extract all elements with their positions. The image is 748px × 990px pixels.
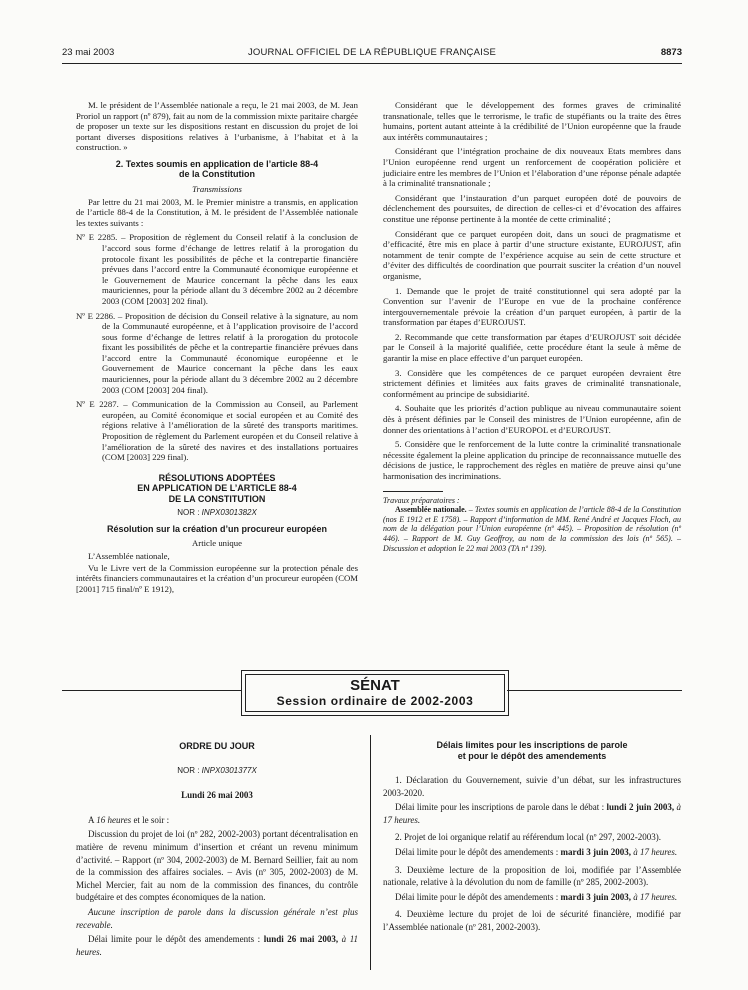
resolution-point: 5. Considère que le renforcement de la lutte contre la criminalité transnationale nécessite également la pleine application du principe de reconnaissance mutuelle des décisions de justice, le rapprochement des règles en matière de preuve ainsi qu’une harmonisation des incriminations.: [383, 439, 681, 481]
resolution-point: 3. Considère que les compétences de ce parquet européen devraient être strictement définies et limitées aux faits graves de criminalité transnationale, conformément au principe de subsidiarité.: [383, 367, 681, 399]
header-date: 23 mai 2003: [62, 47, 115, 58]
agenda-date: Lundi 26 mai 2003: [181, 790, 253, 801]
discussion-paragraph: Discussion du projet de loi (nº 282, 2002-2003) portant décentralisation en matière de revenu minimum d’insertion et créant un revenu minimum d’activité. – Rapport (nº 304, 2002-2003) de M. Bernard Seillier, fait au nom de la commission des affaires sociales. – Avis (nº 305, 2002-2003) de M. Michel Mercier, fait au nom de la commission des finances, du contrôle budgétaire et des comptes économiques de la nation.: [76, 829, 358, 903]
article-unique: Article unique: [192, 537, 242, 548]
resolution-point: 2. Recommande que cette transformation par étapes d’EUROJUST soit décidée par le Conseil à la majorité qualifiée, cette procédure étant la seule à même de garantir la mise en place effective d’un parquet européen.: [383, 331, 681, 364]
section-heading: 2. Textes soumis en application de l’article 88-4 de la Constitution: [115, 158, 319, 180]
transmission-paragraph: Par lettre du 21 mai 2003, M. le Premier ministre a transmis, en application de l’article 88-4 de la Constitution, à M. le président de l’Assemblée nationale les textes suivants :: [76, 196, 358, 228]
section-divider-left: [62, 690, 241, 691]
agenda-item: 1. Déclaration du Gouvernement, suivie d’un débat, sur les infrastructures 2003-2020.: [383, 775, 681, 798]
considerant-paragraph: Considérant que l’intégration prochaine de dix nouveaux Etats membres dans l’Union européenne rend urgent un renforcement de coopération policière et judiciaire entre les membres de l’Union et l’élaboration d’une réponse pénale adaptée à la criminalité transnationale ;: [383, 146, 681, 189]
header-title: JOURNAL OFFICIEL DE LA RÉPUBLIQUE FRANÇAISE: [247, 47, 497, 58]
senat-box: [241, 670, 509, 716]
considerant-paragraph: Considérant que ce parquet européen doit, dans un souci de pragmatisme et d’efficacité, être mis en place à partir d’une structure existante, EUROJUST, afin notamment de tenir compte de l’expérience acquise au sein de cette structure et d’éviter des difficultés de coordination que pourrait susciter la création d’un nouvel organisme,: [383, 228, 681, 281]
resolution-point: 4. Souhaite que les priorités d’action publique au niveau communautaire soient dès à présent définies par le Conseil des ministres de l’Union européenne, afin de donner des orientations à l’action d’EUROPOL et d’EUROJUST.: [383, 403, 681, 435]
agenda-time: A 16 heures et le soir :: [88, 814, 170, 825]
list-item: Nº E 2287. – Communication de la Commission au Conseil, au Parlement européen, au Comité économique et social européen et au Comité des régions relative à l’amélioration de la sûreté des transports maritimes. Proposition de règlement du Parlement européen et du Conseil relative à l’amélioration de la sûreté des navires et des installations portuaires (COM [2003] 229 final).: [76, 399, 358, 463]
agenda-item: 2. Projet de loi organique relatif au référendum local (nº 297, 2002-2003).: [395, 832, 662, 843]
resolution-point: 1. Demande que le projet de traité constitutionnel qui sera adopté par la Convention sur l’avenir de l’Europe en vue de la prochaine conférence intergouvernementale prévoie la création d’un parquet européen, à partir de la transformation par étapes d’EUROJUST.: [383, 285, 681, 328]
agenda-item: 4. Deuxième lecture du projet de loi de sécurité financière, modifié par l’Assemblée nationale (nº 281, 2002-2003).: [383, 909, 681, 932]
assembly-line: L’Assemblée nationale,: [88, 551, 170, 562]
ordre-du-jour-heading: ORDRE DU JOUR: [179, 741, 255, 751]
list-item: Nº E 2285. – Proposition de règlement du Conseil relatif à la conclusion de l’accord sous forme d’échange de lettres relatif à la prorogation du protocole fixant les possibilités de pêche et la contrepartie financière prévues dans l’accord entre la Communauté économique européenne et le Gouvernement de Maurice concernant la pêche dans les eaux mauriciennes, pour la période allant du 3 décembre 2002 au 2 décembre 2003 (COM [2003] 202 final).: [76, 232, 358, 306]
delai-limite: Délai limite pour le dépôt des amendements : mardi 3 juin 2003, à 17 heures.: [395, 891, 678, 902]
delai-limite: Délai limite pour les inscriptions de parole dans le débat : lundi 2 juin 2003, à 17 heures.: [383, 802, 681, 825]
delai-limite: Délai limite pour le dépôt des amendements : mardi 3 juin 2003, à 17 heures.: [395, 846, 678, 857]
header-page-number: 8873: [660, 47, 682, 58]
column-divider: [370, 735, 371, 970]
resolution-title: Résolution sur la création d’un procureur européen: [106, 523, 328, 534]
senat-title: SÉNAT: [350, 677, 400, 694]
delais-heading: Délais limites pour les inscriptions de parole et pour le dépôt des amendements: [436, 740, 628, 761]
ordre-du-jour-column: [76, 740, 358, 962]
left-column: [76, 100, 358, 598]
senat-subtitle: Session ordinaire de 2002-2003: [276, 694, 474, 708]
nor-reference: NOR : INPX0301377X: [177, 765, 257, 775]
considerant-paragraph: Considérant que l’instauration d’un parquet européen doté de pouvoirs de déclenchement des poursuites, de direction de celles-ci et d’évocation des affaires constitue une réponse pertinente à la montée de cette criminalité ;: [383, 192, 681, 224]
aucune-inscription: Aucune inscription de parole dans la discussion générale n’est plus recevable.: [76, 906, 358, 930]
delais-column: [383, 740, 681, 936]
page-header: [62, 47, 682, 61]
delai-limite: Délai limite pour le dépôt des amendements : lundi 26 mai 2003, à 11 heures.: [76, 934, 359, 957]
intro-paragraph: M. le président de l’Assemblée nationale a reçu, le 21 mai 2003, de M. Jean Proriol un rapport (nº 879), fait au nom de la commission mixte paritaire chargée de proposer un texte sur les dispositions restant en discussion du projet de loi portant diverses dispositions relatives à l’urbanisme, à l’habitat et à la construction. »: [76, 100, 358, 153]
transmissions-subheading: Transmissions: [192, 183, 242, 194]
section-divider-right: [507, 690, 682, 691]
considerant-paragraph: Considérant que le développement des formes graves de criminalité transnationale, telles que le terrorisme, le trafic de stupéfiants ou la traite des êtres humains, portent autant atteinte à la crédibilité de l’Union européenne que la fraude aux intérêts communautaires ;: [383, 100, 681, 142]
header-rule: [62, 63, 682, 64]
agenda-item: 3. Deuxième lecture de la proposition de loi, modifiée par l’Assemblée nationale, relative à la dévolution du nom de famille (nº 285, 2002-2003).: [383, 864, 681, 888]
list-item: Nº E 2286. – Proposition de décision du Conseil relative à la signature, au nom de la Communauté européenne, et à l’application provisoire de l’accord sous forme d’échange de lettres relatif à la prorogation du protocole fixant les possibilités de pêche et la contrepartie financière prévues dans l’accord entre la Communauté économique européenne et le Gouvernement de Maurice concernant la pêche dans les eaux mauriciennes, pour la période allant du 3 décembre 2002 au 2 décembre 2003 (COM [2003] 204 final).: [76, 310, 358, 395]
footnote-divider: [383, 491, 443, 492]
resolutions-heading: RÉSOLUTIONS ADOPTÉES EN APPLICATION DE L’ARTICLE 88-4 DE LA CONSTITUTION: [137, 472, 297, 504]
nor-reference: NOR : INPX0301382X: [177, 508, 257, 518]
travaux-preparatoires: Travaux préparatoires : Assemblée nationale. – Textes soumis en application de l’article 88-4 de la Constitution (nos E 1912 et E 1758). – Rapport d’information de MM. René André et Jacques Floch, au nom de la délégation pour l’Union européenne (nº 445). – Proposition de résolution (nº 446). – Rapport de M. Guy Geoffroy, au nom de la commission des lois (nº 565). – Discussion et adoption le 22 mai 2003 (TA nº 139).: [383, 495, 681, 553]
right-column: [383, 100, 681, 553]
vu-paragraph: Vu le Livre vert de la Commission européenne sur la protection pénale des intérêts financiers communautaires et la création d’un procureur européen (COM [2001] 715 final/nº E 1912),: [76, 562, 358, 594]
